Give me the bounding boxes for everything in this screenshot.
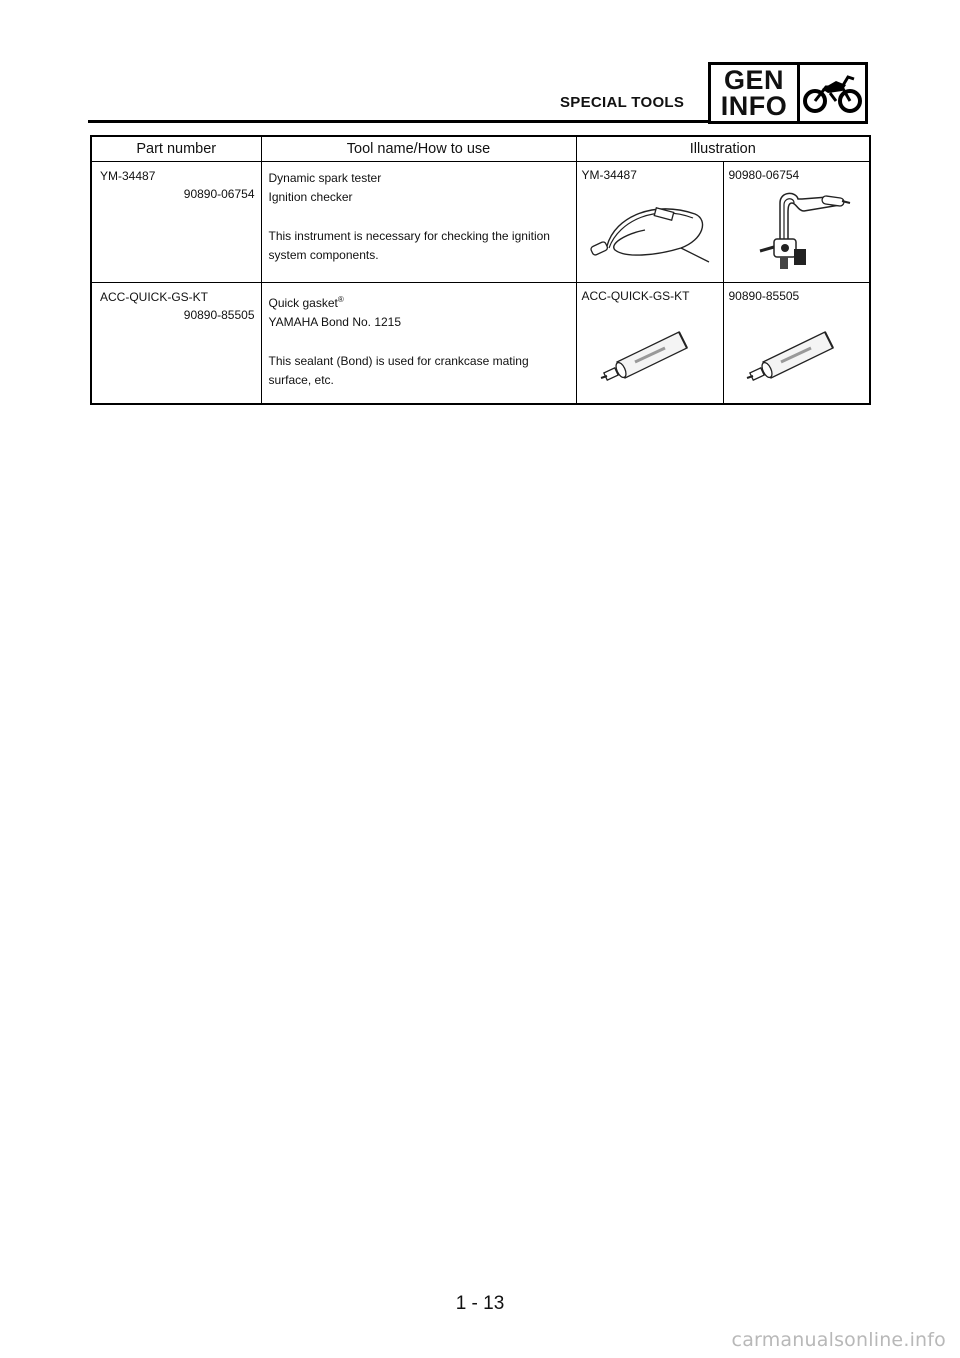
- page-number: 1 - 13: [455, 1293, 505, 1314]
- gen-info-badge: [708, 62, 868, 124]
- tool-usage-line-2: surface, etc.: [268, 373, 334, 387]
- sealant-tube-icon: [577, 307, 723, 399]
- table-row: [91, 283, 870, 405]
- tool-usage-line-1: This instrument is necessary for checking the ignition: [268, 229, 550, 243]
- column-header-tool-name: Tool name/How to use: [261, 136, 576, 162]
- column-header-part-number: Part number: [91, 136, 261, 162]
- tool-usage-line-2: system components.: [268, 248, 379, 262]
- tool-name-2: YAMAHA Bond No. 1215: [268, 315, 402, 329]
- part-number-cell: [91, 162, 261, 283]
- watermark: carmanualsonline.info: [731, 1329, 946, 1351]
- tool-name-1: [269, 290, 570, 313]
- part-number-primary: ACC-QUICK-GS-KT: [100, 290, 208, 304]
- illustration-label: 90890-85505: [728, 289, 800, 303]
- badge-text: [711, 65, 800, 121]
- tool-name-cell: [261, 283, 576, 405]
- header-rule: [88, 120, 708, 123]
- illustration-cell: [576, 162, 723, 283]
- column-header-illustration: Illustration: [576, 136, 870, 162]
- section-title: SPECIAL TOOLS: [560, 94, 685, 111]
- ignition-checker-icon: [724, 186, 870, 278]
- tool-name-cell: [261, 162, 576, 283]
- motorcycle-icon: [800, 65, 865, 121]
- part-number-secondary: 90890-06754: [183, 187, 255, 201]
- tool-name-1: Dynamic spark tester: [268, 171, 382, 185]
- part-number-secondary: 90890-85505: [183, 308, 255, 322]
- special-tools-table: [90, 135, 871, 405]
- part-number-primary: YM-34487: [100, 169, 156, 183]
- illustration-label: YM-34487: [581, 168, 637, 182]
- part-number-cell: [91, 283, 261, 405]
- sealant-tube-icon: [724, 307, 870, 399]
- spark-tester-icon: [577, 186, 723, 278]
- tool-name-2: Ignition checker: [268, 190, 353, 204]
- table-row: [91, 162, 870, 283]
- illustration-cell: [723, 162, 870, 283]
- tool-usage-line-1: This sealant (Bond) is used for crankcase mating: [268, 354, 529, 368]
- badge-line-2: INFO: [720, 91, 788, 121]
- badge-line-1: GEN: [723, 65, 784, 95]
- tool-name-text: Quick gasket: [268, 296, 338, 310]
- registered-mark: ®: [337, 295, 344, 304]
- illustration-cell: [576, 283, 723, 405]
- illustration-label: 90980-06754: [728, 168, 800, 182]
- table-header-row: [91, 136, 870, 162]
- illustration-cell: [723, 283, 870, 405]
- illustration-label: ACC-QUICK-GS-KT: [581, 289, 690, 303]
